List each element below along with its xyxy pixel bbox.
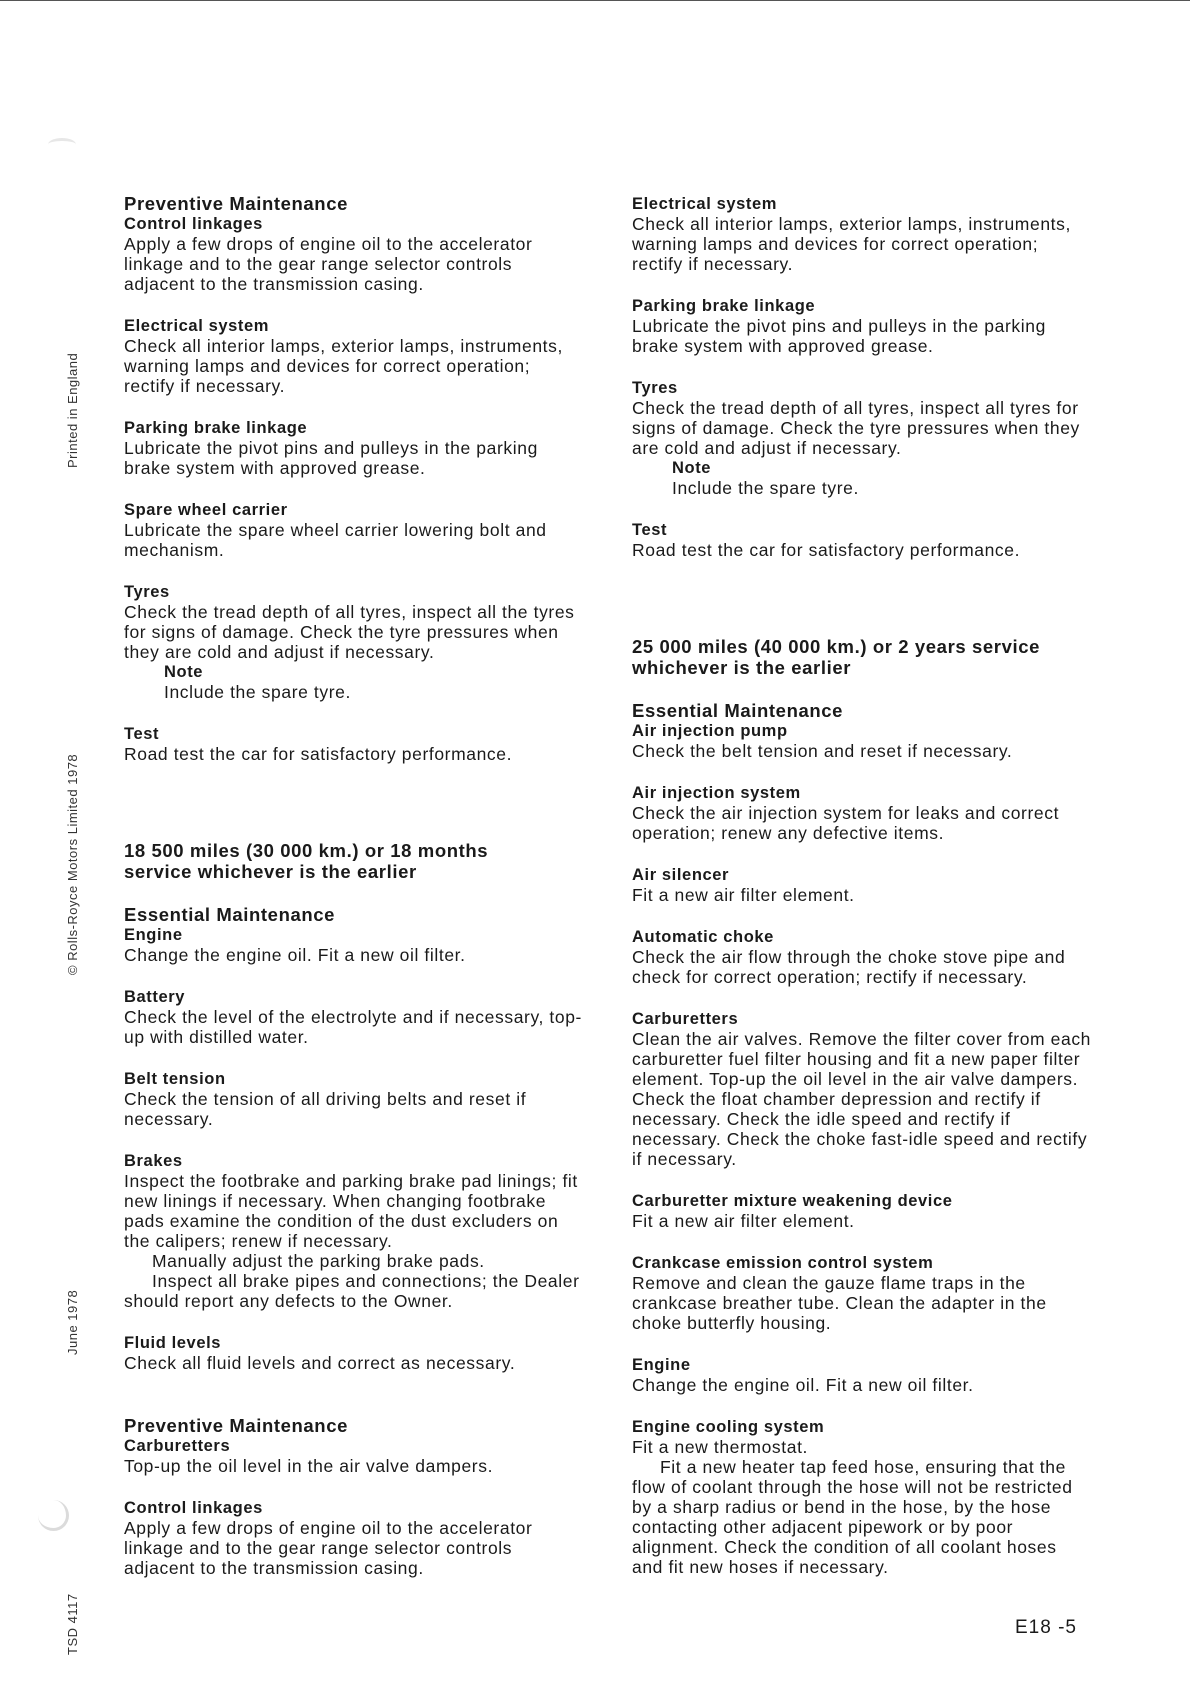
battery-item (124, 987, 584, 1047)
item-text: Road test the car for satisfactory performance. (632, 540, 1021, 560)
automatic-choke-item (632, 927, 1092, 987)
spare-wheel-item (124, 500, 584, 560)
preventive-maintenance-section (124, 193, 584, 294)
item-heading: Fluid levels (124, 1334, 222, 1352)
right-column (632, 194, 1092, 1599)
left-column (124, 193, 584, 1600)
engine-cooling-item (632, 1417, 1092, 1577)
mixture-weakening-item (632, 1191, 1092, 1231)
item-text: Fit a new heater tap feed hose, ensuring that the flow of coolant through the hose will not be restricted by a sharp radius or bend in the hose, by the hose contacting other adjacent pipework or by poor alignment. Check the condition of all coolant hoses and fit new hoses if necessary. (632, 1457, 1073, 1577)
section-title: Essential Maintenance (632, 700, 844, 721)
parking-brake-item (632, 296, 1092, 356)
item-heading: Air silencer (632, 866, 730, 884)
item-heading: Air injection pump (632, 722, 788, 740)
note-block (672, 458, 1092, 498)
service-interval-heading (632, 636, 1092, 678)
electrical-system-item (632, 194, 1092, 274)
item-text: Check the tension of all driving belts and reset if necessary. (124, 1089, 527, 1129)
item-text: Lubricate the spare wheel carrier lowering bolt and mechanism. (124, 520, 547, 560)
item-text: Fit a new air filter element. (632, 885, 855, 905)
tyres-item (124, 582, 584, 702)
section-title: Preventive Maintenance (124, 193, 348, 214)
item-text: Change the engine oil. Fit a new oil filter. (632, 1375, 974, 1395)
item-text: Change the engine oil. Fit a new oil filter. (124, 945, 466, 965)
service-interval-title: 18 500 miles (30 000 km.) or 18 months service whichever is the earlier (124, 840, 489, 882)
item-heading: Control linkages (124, 215, 263, 233)
note-text: Include the spare tyre. (672, 478, 859, 498)
item-heading: Engine (124, 926, 183, 944)
item-text: Lubricate the pivot pins and pulleys in the parking brake system with approved grease. (124, 438, 538, 478)
essential-maintenance-section (124, 904, 584, 965)
item-text: Apply a few drops of engine oil to the accelerator linkage and to the gear range selector controls adjacent to the transmission casing. (124, 234, 533, 294)
item-heading: Crankcase emission control system (632, 1254, 934, 1272)
scan-mark-top (48, 138, 76, 151)
item-text: Check all interior lamps, exterior lamps, instruments, warning lamps and devices for correct operation; rectify if necessary. (632, 214, 1071, 274)
section-title: Preventive Maintenance (124, 1415, 348, 1436)
item-text: Inspect all brake pipes and connections; the Dealer should report any defects to the Owner. (124, 1271, 580, 1311)
fluid-levels-item (124, 1333, 584, 1373)
item-text: Remove and clean the gauze flame traps in the crankcase breather tube. Clean the adapter in the choke butterfly housing. (632, 1273, 1047, 1333)
item-text: Check all fluid levels and correct as necessary. (124, 1353, 516, 1373)
note-heading: Note (672, 459, 712, 477)
item-heading: Control linkages (124, 1499, 263, 1517)
item-text: Top-up the oil level in the air valve dampers. (124, 1456, 494, 1476)
item-heading: Engine cooling system (632, 1418, 825, 1436)
air-silencer-item (632, 865, 1092, 905)
item-heading: Air injection system (632, 784, 801, 802)
electrical-system-item (124, 316, 584, 396)
item-heading: Brakes (124, 1152, 183, 1170)
item-text: Lubricate the pivot pins and pulleys in the parking brake system with approved grease. (632, 316, 1046, 356)
item-text: Apply a few drops of engine oil to the accelerator linkage and to the gear range selector controls adjacent to the transmission casing. (124, 1518, 533, 1578)
spacer (124, 786, 584, 840)
item-heading: Carburetters (632, 1010, 739, 1028)
item-heading: Battery (124, 988, 186, 1006)
note-text: Include the spare tyre. (164, 682, 351, 702)
item-text: Fit a new air filter element. (632, 1211, 855, 1231)
item-text: Fit a new thermostat. (632, 1437, 808, 1457)
spacer (632, 582, 1092, 636)
item-text: Inspect the footbrake and parking brake pad linings; fit new linings if necessary. When changing footbrake pads examine the condition of the dust excluders on the calipers; renew if necessary. (124, 1171, 578, 1251)
item-heading: Test (632, 521, 668, 539)
section-title: Essential Maintenance (124, 904, 336, 925)
note-block (164, 662, 584, 702)
item-heading: Tyres (124, 583, 170, 601)
top-rule (0, 0, 1190, 1)
note-heading: Note (164, 663, 204, 681)
crankcase-emission-item (632, 1253, 1092, 1333)
copyright-notice: © Rolls-Royce Motors Limited 1978 (65, 753, 80, 975)
issue-date: June 1978 (65, 1289, 80, 1355)
scan-mark-bottom (38, 1500, 69, 1531)
preventive-maintenance-section-2 (124, 1415, 584, 1476)
printed-in-england: Printed in England (65, 352, 80, 468)
item-text: Check the tread depth of all tyres, inspect all tyres for signs of damage. Check the tyre pressures when they are cold and adjust if necessary. (632, 398, 1080, 458)
belt-tension-item (124, 1069, 584, 1129)
service-interval-heading (124, 840, 584, 882)
item-heading: Tyres (632, 379, 678, 397)
item-heading: Test (124, 725, 160, 743)
item-heading: Carburetters (124, 1437, 231, 1455)
item-text: Check the air injection system for leaks and correct operation; renew any defective items. (632, 803, 1060, 843)
engine-item (632, 1355, 1092, 1395)
document-number: TSD 4117 (65, 1593, 80, 1655)
page-number: E18 -5 (1015, 1617, 1077, 1638)
air-injection-system-item (632, 783, 1092, 843)
test-item (124, 724, 584, 764)
carburetters-item (632, 1009, 1092, 1169)
essential-maintenance-section (632, 700, 1092, 761)
item-text: Road test the car for satisfactory performance. (124, 744, 513, 764)
item-text: Check the tread depth of all tyres, inspect all the tyres for signs of damage. Check the tyre pressures when they are cold and adjust if necessary. (124, 602, 575, 662)
item-heading: Electrical system (632, 195, 778, 213)
item-text: Clean the air valves. Remove the filter cover from each carburetter fuel filter housing and fit a new paper filter element. Top-up the oil level in the air valve dampers. Check the float chamber depression and rectify if necessary. Check the idle speed and rectify if necessary. Check the choke fast-idle speed and rectify if necessary. (632, 1029, 1092, 1169)
item-text: Check the air flow through the choke stove pipe and check for correct operation; rectify if necessary. (632, 947, 1066, 987)
spacer (124, 1395, 584, 1415)
item-heading: Electrical system (124, 317, 270, 335)
item-heading: Carburetter mixture weakening device (632, 1192, 953, 1210)
parking-brake-item (124, 418, 584, 478)
item-heading: Belt tension (124, 1070, 226, 1088)
item-text: Check the level of the electrolyte and if necessary, top-up with distilled water. (124, 1007, 582, 1047)
item-heading: Parking brake linkage (632, 297, 816, 315)
control-linkages-item (124, 1498, 584, 1578)
item-heading: Spare wheel carrier (124, 501, 288, 519)
brakes-item (124, 1151, 584, 1311)
test-item (632, 520, 1092, 560)
item-text: Check the belt tension and reset if necessary. (632, 741, 1013, 761)
item-text: Manually adjust the parking brake pads. (152, 1251, 485, 1271)
item-text: Check all interior lamps, exterior lamps, instruments, warning lamps and devices for correct operation; rectify if necessary. (124, 336, 563, 396)
tyres-item (632, 378, 1092, 498)
item-heading: Automatic choke (632, 928, 774, 946)
item-heading: Parking brake linkage (124, 419, 308, 437)
service-interval-title: 25 000 miles (40 000 km.) or 2 years service whichever is the earlier (632, 636, 1040, 678)
item-heading: Engine (632, 1356, 691, 1374)
